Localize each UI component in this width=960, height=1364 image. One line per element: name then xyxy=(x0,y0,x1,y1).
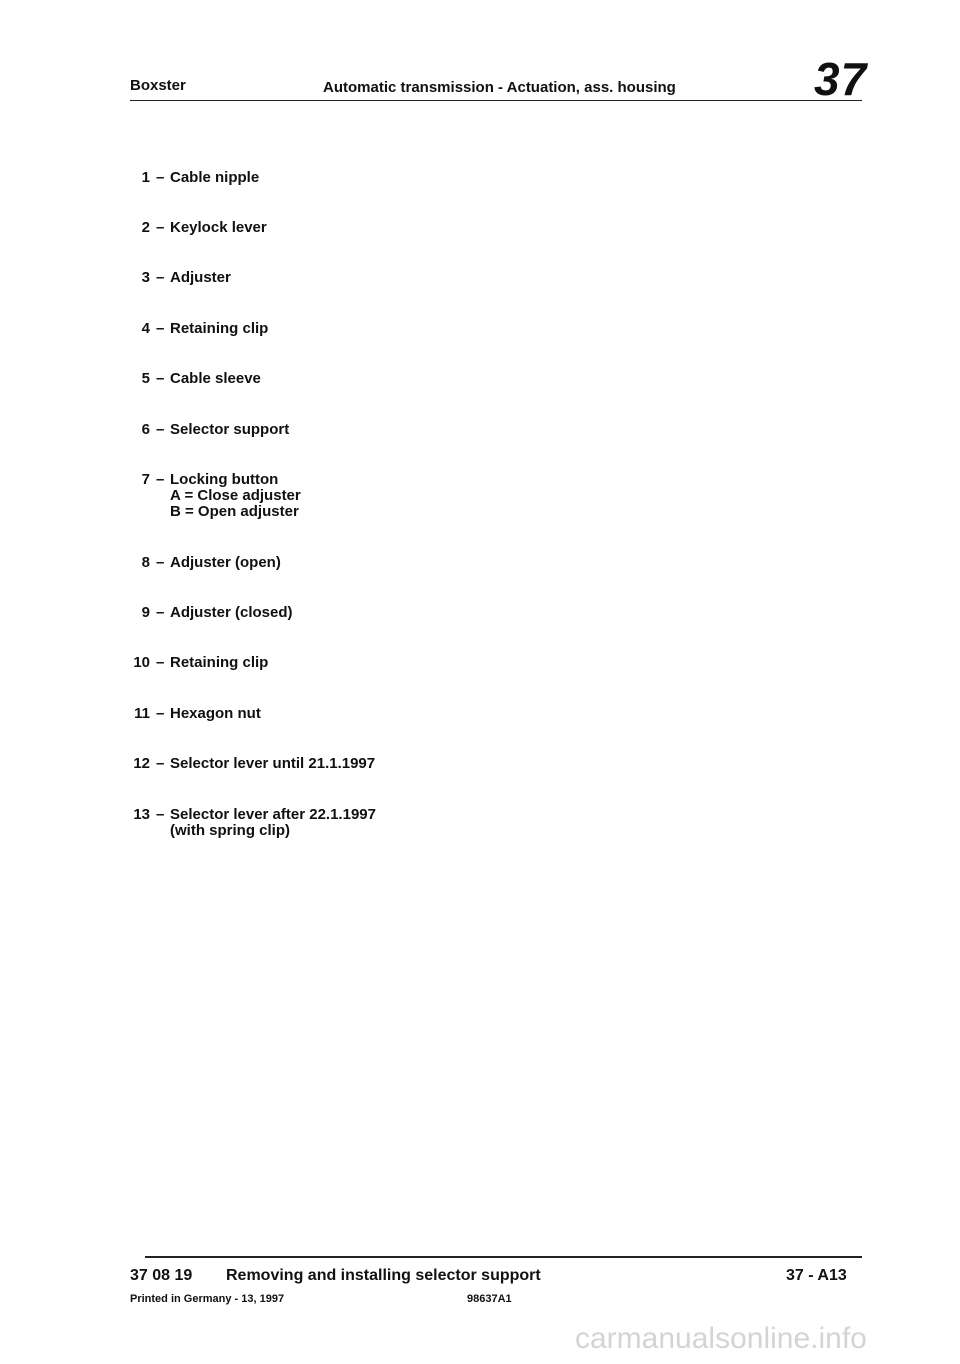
legend-subtext: B = Open adjuster xyxy=(170,503,299,520)
legend-number: 5 xyxy=(141,370,150,387)
legend-text: – Selector support xyxy=(156,421,290,438)
legend-number: 13 xyxy=(133,806,150,823)
legend-label: Retaining clip xyxy=(170,654,269,671)
legend-number: 9 xyxy=(141,604,150,621)
legend-text: – Cable nipple xyxy=(156,169,260,186)
legend-text: – Locking button xyxy=(156,471,279,488)
header-group-number: 37 xyxy=(814,53,868,105)
legend-text: – Adjuster (open) xyxy=(156,554,281,571)
legend-label: Adjuster (open) xyxy=(170,554,281,571)
legend-number: 12 xyxy=(133,755,150,772)
legend-text: – Adjuster xyxy=(156,269,231,286)
legend-label: Keylock lever xyxy=(170,219,267,236)
watermark: carmanualsonline.info xyxy=(575,1322,867,1355)
legend-number: 6 xyxy=(141,421,150,438)
legend-text: – Adjuster (closed) xyxy=(156,604,293,621)
footer-rule xyxy=(145,1256,862,1258)
legend-text: – Keylock lever xyxy=(156,219,267,236)
footer-procedure-code: 37 08 19 xyxy=(130,1267,193,1284)
legend-number: 3 xyxy=(141,269,150,286)
legend-label: Hexagon nut xyxy=(170,705,261,722)
footer-printed-note: Printed in Germany - 13, 1997 xyxy=(130,1293,285,1305)
footer-reference: 98637A1 xyxy=(467,1293,512,1305)
legend-label: Selector support xyxy=(170,421,290,438)
legend-label: Adjuster (closed) xyxy=(170,604,293,621)
legend-text: – Selector lever after 22.1.1997 xyxy=(156,806,376,823)
legend-subtext: (with spring clip) xyxy=(170,822,290,839)
header-section-title: Automatic transmission - Actuation, ass. housing xyxy=(323,79,676,96)
legend-label: Cable sleeve xyxy=(170,370,261,387)
legend-label: Retaining clip xyxy=(170,320,269,337)
footer-procedure-title: Removing and installing selector support xyxy=(226,1267,541,1284)
legend-number: 8 xyxy=(141,554,150,571)
legend-number: 10 xyxy=(133,654,150,671)
legend-label: Cable nipple xyxy=(170,169,260,186)
legend-text: – Hexagon nut xyxy=(156,705,261,722)
legend-text: – Retaining clip xyxy=(156,320,269,337)
legend-number: 1 xyxy=(141,169,150,186)
legend-number: 7 xyxy=(141,471,150,488)
footer-page-number: 37 - A13 xyxy=(786,1267,847,1284)
legend-label: Adjuster xyxy=(170,269,231,286)
legend-number: 2 xyxy=(141,219,150,236)
legend-label: Selector lever after 22.1.1997 xyxy=(170,806,376,823)
legend-label: Selector lever until 21.1.1997 xyxy=(170,755,376,772)
legend-number: 11 xyxy=(134,705,150,722)
legend-text: – Retaining clip xyxy=(156,654,269,671)
header-model: Boxster xyxy=(130,77,186,94)
legend-subtext: A = Close adjuster xyxy=(170,487,301,504)
legend-number: 4 xyxy=(141,320,150,337)
header-rule xyxy=(130,100,862,101)
legend-label: Locking button xyxy=(170,471,279,488)
legend-text: – Selector lever until 21.1.1997 xyxy=(156,755,376,772)
legend-text: – Cable sleeve xyxy=(156,370,261,387)
